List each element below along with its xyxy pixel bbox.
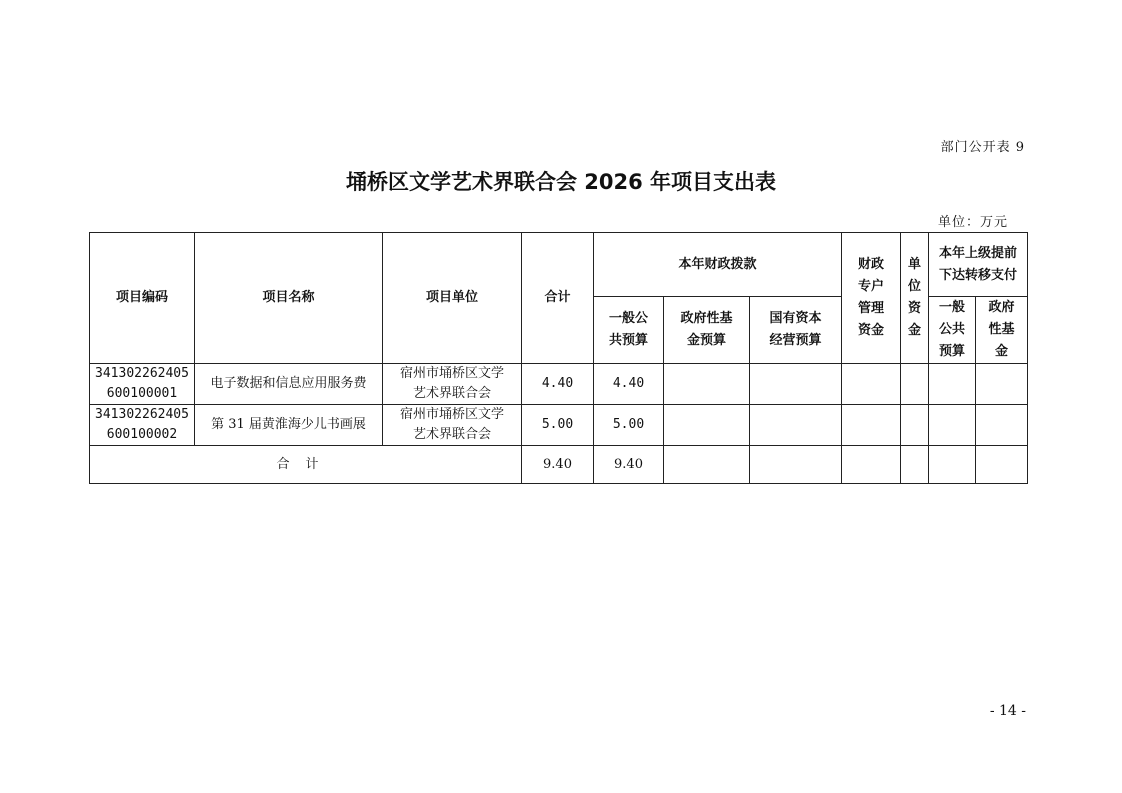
table-row <box>90 364 1028 405</box>
total-state-capital-budget <box>750 446 842 484</box>
table-row <box>90 405 1028 446</box>
cell-unit-funds <box>901 364 929 405</box>
header-gov-fund-budget: 政府性基金预算 <box>664 297 750 364</box>
header-general-budget: 一般公共预算 <box>594 297 664 364</box>
total-gov-fund-budget <box>664 446 750 484</box>
cell-general-budget: 5.00 <box>594 405 664 446</box>
header-unit-funds: 单位资金 <box>901 233 929 364</box>
cell-project-name: 电子数据和信息应用服务费 <box>195 364 383 405</box>
total-general-budget: 9.40 <box>594 446 664 484</box>
project-expenditure-table <box>89 232 1028 484</box>
cell-transfer-general <box>929 405 976 446</box>
cell-fiscal-special-funds <box>842 405 901 446</box>
header-transfer-gov-fund: 政府性基金 <box>976 297 1028 364</box>
cell-fiscal-special-funds <box>842 364 901 405</box>
total-unit-funds <box>901 446 929 484</box>
cell-state-capital-budget <box>750 405 842 446</box>
unit-label: 单位：万元 <box>937 215 1008 230</box>
total-transfer-gov-fund <box>976 446 1028 484</box>
total-transfer-general <box>929 446 976 484</box>
cell-total: 5.00 <box>522 405 594 446</box>
header-project-code: 项目编码 <box>90 233 195 364</box>
total-label: 合计 <box>90 446 522 484</box>
total-fiscal-special-funds <box>842 446 901 484</box>
cell-gov-fund-budget <box>664 364 750 405</box>
header-fiscal-allocation: 本年财政拨款 <box>594 233 842 297</box>
cell-project-unit: 宿州市埇桥区文学 艺术界联合会 <box>383 364 522 405</box>
cell-unit-funds <box>901 405 929 446</box>
cell-general-budget: 4.40 <box>594 364 664 405</box>
total-sum: 9.40 <box>522 446 594 484</box>
total-row <box>90 446 1028 484</box>
cell-transfer-general <box>929 364 976 405</box>
cell-project-code: 341302262405 600100001 <box>90 364 195 405</box>
cell-project-code: 341302262405 600100002 <box>90 405 195 446</box>
header-superior-transfer: 本年上级提前下达转移支付 <box>929 233 1028 297</box>
header-project-name: 项目名称 <box>195 233 383 364</box>
header-total: 合计 <box>522 233 594 364</box>
page-title: 埇桥区文学艺术界联合会 2026 年项目支出表 <box>345 170 777 194</box>
cell-total: 4.40 <box>522 364 594 405</box>
header-transfer-general: 一般公共预算 <box>929 297 976 364</box>
header-fiscal-special-funds: 财政专户管理资金 <box>842 233 901 364</box>
cell-state-capital-budget <box>750 364 842 405</box>
page-number: - 14 - <box>989 703 1026 719</box>
header-project-unit: 项目单位 <box>383 233 522 364</box>
header-state-capital-budget: 国有资本经营预算 <box>750 297 842 364</box>
cell-transfer-gov-fund <box>976 364 1028 405</box>
cell-project-name: 第 31 届黄淮海少儿书画展 <box>195 405 383 446</box>
cell-transfer-gov-fund <box>976 405 1028 446</box>
cell-project-unit: 宿州市埇桥区文学 艺术界联合会 <box>383 405 522 446</box>
cell-gov-fund-budget <box>664 405 750 446</box>
table-number-label: 部门公开表 9 <box>940 140 1025 155</box>
